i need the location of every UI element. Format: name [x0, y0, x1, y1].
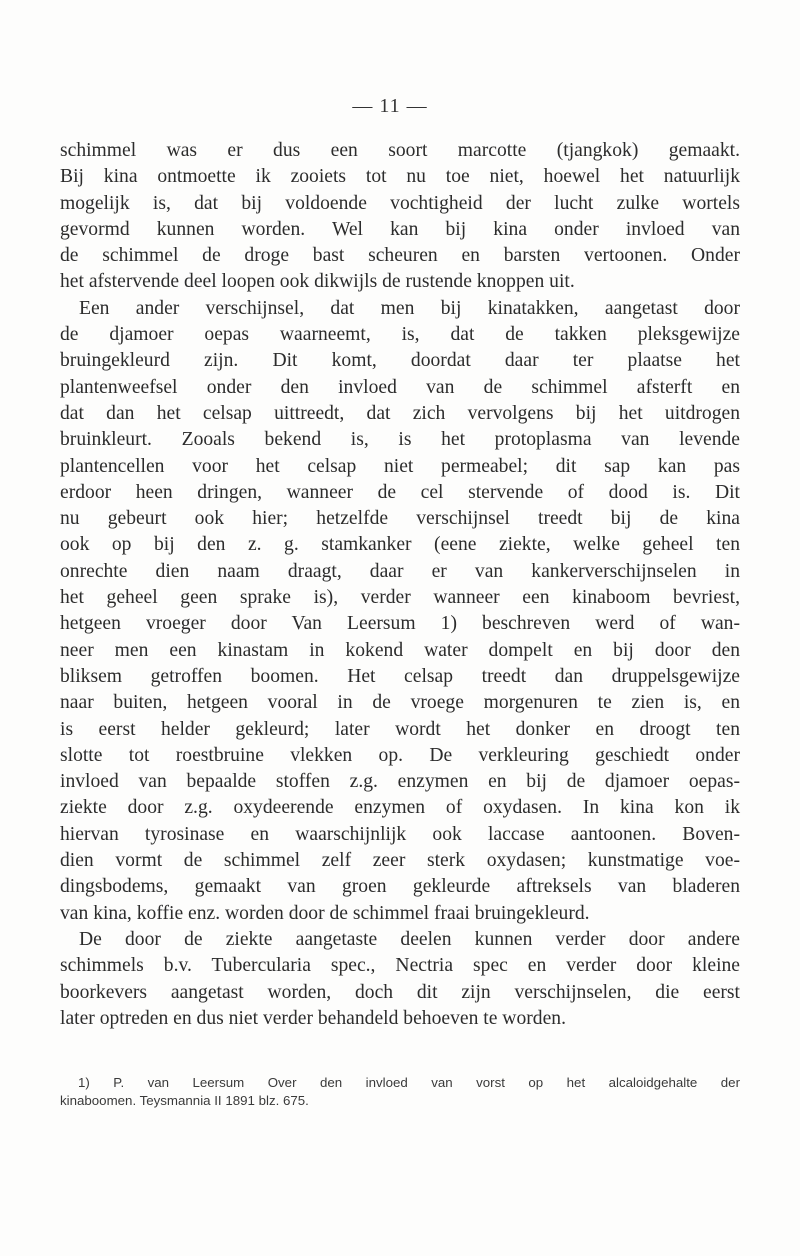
paragraph-2 — [60, 296, 740, 927]
text-line: plantenweefsel onder den invloed van de schimmel afsterft en — [60, 376, 740, 398]
text-line: nu gebeurt ook hier; hetzelfde verschijnsel treedt bij de kina — [60, 508, 740, 530]
text-line: neer men een kinastam in kokend water dompelt en bij door den — [60, 639, 740, 661]
text-line: de djamoer oepas waarneemt, is, dat de takken pleksgewijze — [60, 324, 740, 346]
text-line: plantencellen voor het celsap niet permeabel; dit sap kan pas — [60, 455, 740, 477]
text-line: later optreden en dus niet verder behandeld behoeven te worden. — [60, 1007, 566, 1029]
body-text — [60, 138, 740, 1032]
text-line: mogelijk is, dat bij voldoende vochtigheid der lucht zulke wortels — [60, 192, 740, 214]
text-line: ziekte door z.g. oxydeerende enzymen of oxydasen. In kina kon ik — [60, 797, 740, 819]
text-line: het geheel geen sprake is), verder wanneer een kinaboom bevriest, — [60, 587, 740, 609]
text-line: slotte tot roestbruine vlekken op. De verkleuring geschiedt onder — [60, 744, 740, 766]
paragraph-3 — [60, 927, 740, 1032]
text-line: van kina, koffie enz. worden door de schimmel fraai bruingekleurd. — [60, 902, 590, 924]
text-line: naar buiten, hetgeen vooral in de vroege morgenuren te zien is, en — [60, 692, 740, 714]
text-line: onrechte dien naam draagt, daar er van kankerverschijnselen in — [60, 560, 740, 582]
text-line: bruingekleurd zijn. Dit komt, doordat daar ter plaatse het — [60, 350, 740, 372]
text-line: schimmels b.v. Tubercularia spec., Nectria spec en verder door kleine — [60, 955, 740, 977]
text-line: dat dan het celsap uittreedt, dat zich vervolgens bij het uitdrogen — [60, 402, 740, 424]
text-line: dingsbodems, gemaakt van groen gekleurde aftreksels van bladeren — [60, 876, 740, 898]
text-line: hiervan tyrosinase en waarschijnlijk ook laccase aantoonen. Boven- — [60, 823, 740, 845]
footnote-line: kinaboomen. Teysmannia II 1891 blz. 675. — [60, 1093, 309, 1108]
text-line: invloed van bepaalde stoffen z.g. enzymen en bij de djamoer oepas- — [60, 771, 740, 793]
text-line: dien vormt de schimmel zelf zeer sterk oxydasen; kunstmatige voe- — [60, 850, 740, 872]
text-line: bruinkleurt. Zooals bekend is, is het protoplasma van levende — [60, 429, 740, 451]
text-line: hetgeen vroeger door Van Leersum 1) beschreven werd of wan- — [60, 613, 740, 635]
text-line: boorkevers aangetast worden, doch dit zijn verschijnselen, die eerst — [60, 981, 740, 1003]
page-number: — 11 — — [352, 95, 428, 117]
text-line: schimmel was er dus een soort marcotte (tjangkok) gemaakt. — [60, 140, 740, 161]
text-line: Bij kina ontmoette ik zooiets tot nu toe niet, hoewel het natuurlijk — [60, 166, 740, 188]
text-line: erdoor heen dringen, wanneer de cel stervende of dood is. Dit — [60, 481, 740, 503]
text-line: de schimmel de droge bast scheuren en barsten vertoonen. Onder — [60, 245, 740, 267]
footnote-line: 1) P. van Leersum Over den invloed van vorst op het alcaloidgehalte der — [78, 1075, 740, 1090]
text-line: Een ander verschijnsel, dat men bij kinatakken, aangetast door — [79, 297, 740, 319]
text-line: ook op bij den z. g. stamkanker (eene ziekte, welke geheel ten — [60, 534, 740, 556]
text-line: bliksem getroffen boomen. Het celsap treedt dan druppelsgewijze — [60, 665, 740, 687]
text-line: De door de ziekte aangetaste deelen kunnen verder door andere — [79, 928, 740, 950]
text-line: is eerst helder gekleurd; later wordt het donker en droogt ten — [60, 718, 740, 740]
text-line: het afstervende deel loopen ook dikwijls de rustende knoppen uit. — [60, 271, 575, 293]
text-line: gevormd kunnen worden. Wel kan bij kina onder invloed van — [60, 218, 740, 240]
paragraph-1 — [60, 138, 740, 296]
footnote — [60, 1074, 740, 1110]
